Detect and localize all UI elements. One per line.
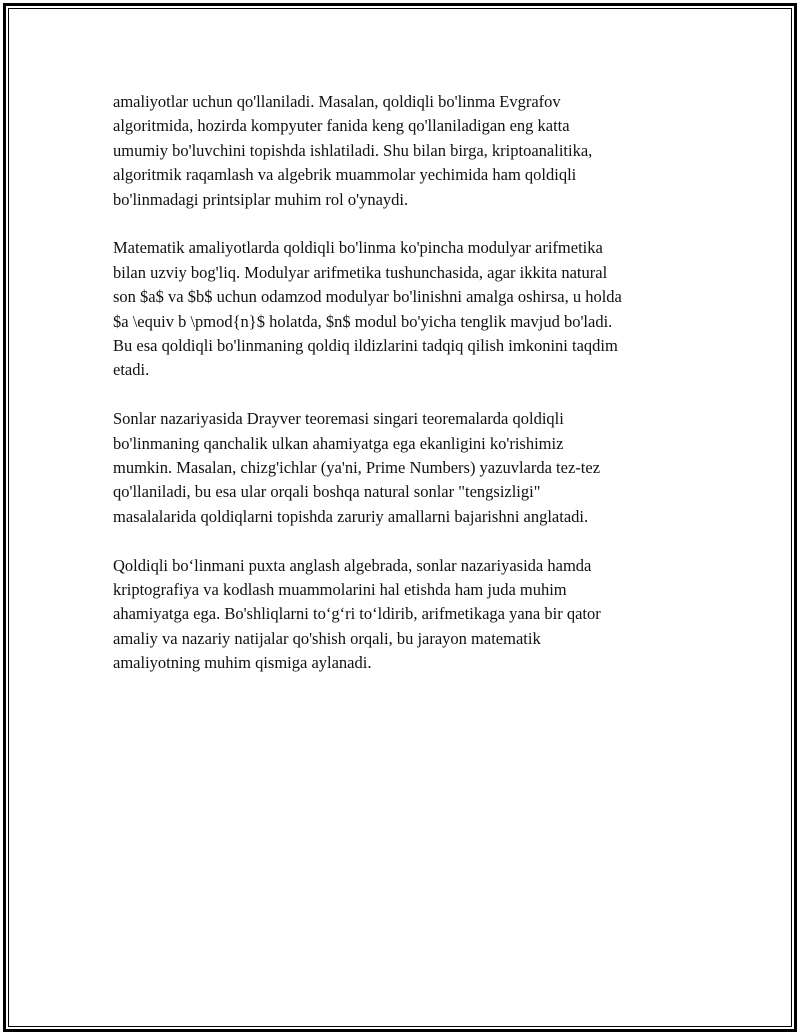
document-body <box>113 90 693 700</box>
paragraph-2: Matematik amaliyotlarda qoldiqli bo'linma ko'pincha modulyar arifmetika bilan uzviy bog'liq. Modulyar arifmetika tushunchasida, agar ikkita natural son $a$ va $b$ uchun odamzod modulyar bo'linishni amalga oshirsa, u holda $a \equiv b \pmod{n}$ holatda, $n$ modul bo'yicha tenglik mavjud bo'ladi. Bu esa qoldiqli bo'linmaning qoldiq ildizlarini tadqiq qilish imkonini taqdim etadi. <box>113 238 622 380</box>
paragraph-4: Qoldiqli boʻlinmani puxta anglash algebrada, sonlar nazariyasida hamda kriptografiya va kodlash muammolarini hal etishda ham juda muhim ahamiyatga ega. Bo'shliqlarni toʻgʻri toʻldirib, arifmetikaga yana bir qator amaliy va nazariy natijalar qo'shish orqali, bu jarayon matematik amaliyotning muhim qismiga aylanadi. <box>113 555 601 673</box>
paragraph-3: Sonlar nazariyasida Drayver teoremasi singari teoremalarda qoldiqli bo'linmaning qanchalik ulkan ahamiyatga ega ekanligini ko'rishimiz mumkin. Masalan, chizg'ichlar (ya'ni, Prime Numbers) yazuvlarda tez-tez qo'llaniladi, bu esa ular orqali boshqa natural sonlar "tengsizligi" masalalarida qoldiqlarni topishda zaruriy amallarni bajarishni anglatadi. <box>113 409 601 526</box>
paragraph-1: amaliyotlar uchun qo'llaniladi. Masalan, qoldiqli bo'linma Evgrafov algoritmida, hozirda kompyuter fanida keng qo'llaniladigan eng katta umumiy bo'luvchini topishda ishlatiladi. Shu bilan birga, kriptoanalitika, algoritmik raqamlash va algebrik muammolar yechimida ham qoldiqli bo'linmadagi printsiplar muhim rol o'ynaydi. <box>113 92 593 209</box>
